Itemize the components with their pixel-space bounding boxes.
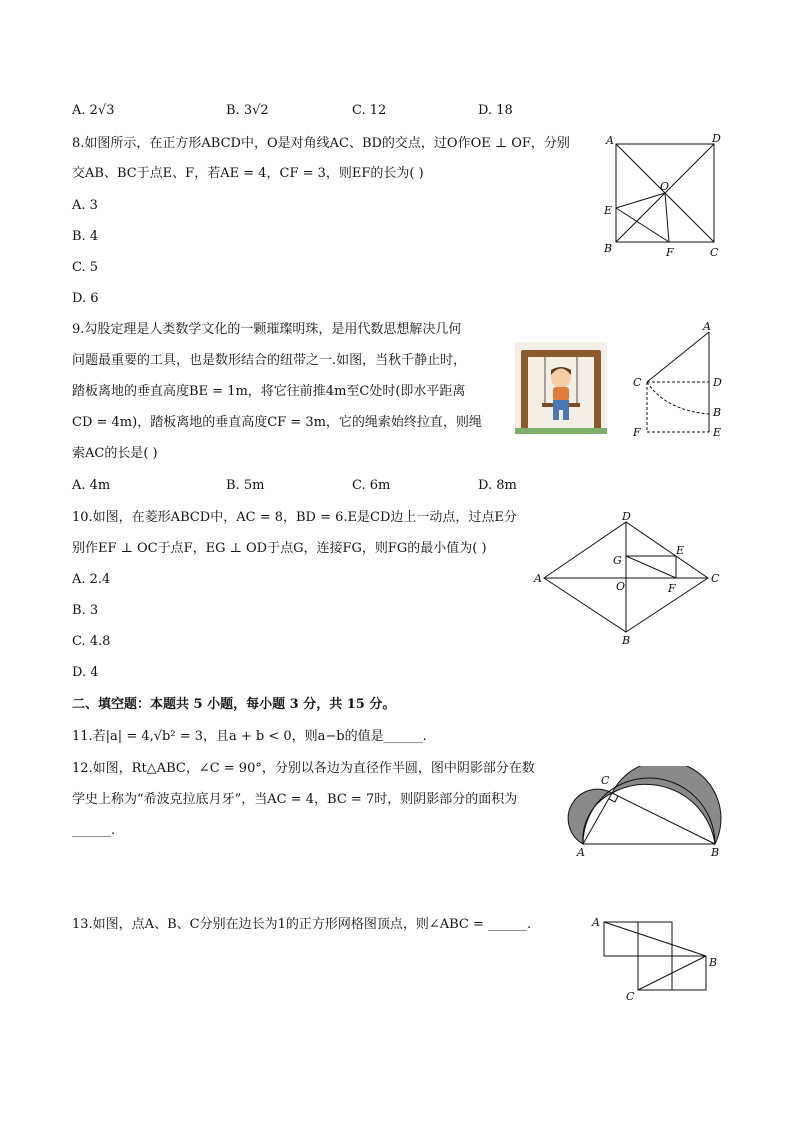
q8-label-e: E: [604, 204, 613, 217]
q9-label-e: E: [713, 426, 722, 439]
q9-option-d: D. 8m: [478, 478, 517, 493]
q12-stem-line1: 12.如图，Rt△ABC，∠C = 90°，分别以各边为直径作半圆，图中阴影部分在数: [72, 761, 535, 776]
q9-label-d: D: [713, 376, 722, 389]
q8-option-c: C. 5: [72, 260, 99, 275]
q8-label-f: F: [666, 246, 674, 259]
q12-label-c: C: [601, 774, 610, 787]
q8-option-b: B. 4: [72, 229, 99, 244]
q10-rhombus-figure: [530, 508, 730, 648]
q10-label-o: O: [616, 580, 626, 593]
q8-stem-line1: 8.如图所示，在正方形ABCD中，O是对角线AC、BD的交点，过O作OE ⊥ OF，分别: [72, 136, 570, 151]
q10-label-b: B: [622, 634, 631, 647]
q7-option-c: C. 12: [352, 103, 387, 118]
q9-stem-line3: 踏板离地的垂直高度BE = 1m，将它往前推4m至C处时(即水平距离: [72, 384, 466, 399]
q10-option-d: D. 4: [72, 665, 99, 680]
q10-option-c: C. 4.8: [72, 634, 111, 649]
q12-stem-line2: 学史上称为“希波克拉底月牙”，当AC = 4，BC = 7时，则阴影部分的面积为: [72, 792, 518, 807]
q9-option-b: B. 5m: [226, 478, 265, 493]
q10-label-d: D: [622, 510, 631, 523]
q10-label-f: F: [668, 582, 676, 595]
q9-stem-line2: 问题最重要的工具，也是数形结合的纽带之一.如图，当秋千静止时，: [72, 353, 467, 368]
q9-label-a: A: [703, 320, 711, 333]
q7-option-b: B. 3√2: [226, 103, 269, 118]
q13-label-a: A: [592, 916, 600, 929]
q9-stem-line5: 索AC的长是( ): [72, 446, 158, 461]
q13-grid-figure: [588, 912, 723, 1004]
q12-label-b: B: [711, 846, 720, 858]
q10-stem-line2: 别作EF ⊥ OC于点F，EG ⊥ OD于点G，连接FG，则FG的最小值为( ): [72, 541, 487, 556]
q9-geometry-figure: [625, 318, 735, 442]
q9-stem-line1: 9.勾股定理是人类数学文化的一颗璀璨明珠，是用代数思想解决几何: [72, 322, 462, 337]
q12-stem-line3: ______.: [72, 823, 116, 838]
q10-label-e: E: [676, 544, 685, 557]
q10-option-a: A. 2.4: [72, 572, 111, 587]
q8-stem-line2: 交AB、BC于点E、F，若AE = 4，CF = 3，则EF的长为( ): [72, 166, 424, 181]
q10-stem-line1: 10.如图，在菱形ABCD中，AC = 8，BD = 6.E是CD边上一动点，过点E分: [72, 510, 517, 525]
q10-label-c: C: [711, 572, 720, 585]
q13-label-c: C: [626, 990, 635, 1003]
q9-swing-illustration: [515, 342, 607, 434]
q9-stem-line4: CD = 4m)，踏板离地的垂直高度CF = 3m，它的绳索始终拉直，则绳: [72, 415, 482, 430]
q9-label-f: F: [633, 426, 641, 439]
q8-label-o: O: [660, 180, 670, 193]
q8-option-a: A. 3: [72, 198, 98, 213]
q10-label-g: G: [613, 554, 622, 567]
q8-label-d: D: [712, 132, 721, 145]
q11-stem: 11.若|a| = 4,√b² = 3，且a + b < 0，则a−b的值是______.: [72, 729, 427, 744]
q8-square-figure: [600, 130, 730, 260]
q9-option-a: A. 4m: [72, 478, 111, 493]
q8-label-b: B: [604, 242, 613, 255]
q8-label-a: A: [606, 134, 614, 147]
section2-header: 二、填空题：本题共 5 小题，每小题 3 分，共 15 分。: [72, 697, 396, 712]
q10-option-b: B. 3: [72, 603, 99, 618]
q7-option-d: D. 18: [478, 103, 513, 118]
q13-stem: 13.如图，点A、B、C分别在边长为1的正方形网格图顶点，则∠ABC = ______.: [72, 917, 532, 932]
q9-label-c: C: [633, 376, 642, 389]
q9-label-b: B: [713, 406, 722, 419]
q10-label-a: A: [534, 572, 542, 585]
q12-lune-figure: [565, 766, 730, 858]
q8-option-d: D. 6: [72, 291, 99, 306]
q12-label-a: A: [577, 846, 585, 858]
q9-option-c: C. 6m: [352, 478, 391, 493]
q8-label-c: C: [710, 246, 719, 259]
q13-label-b: B: [709, 956, 718, 969]
q7-option-a: A. 2√3: [72, 103, 115, 118]
